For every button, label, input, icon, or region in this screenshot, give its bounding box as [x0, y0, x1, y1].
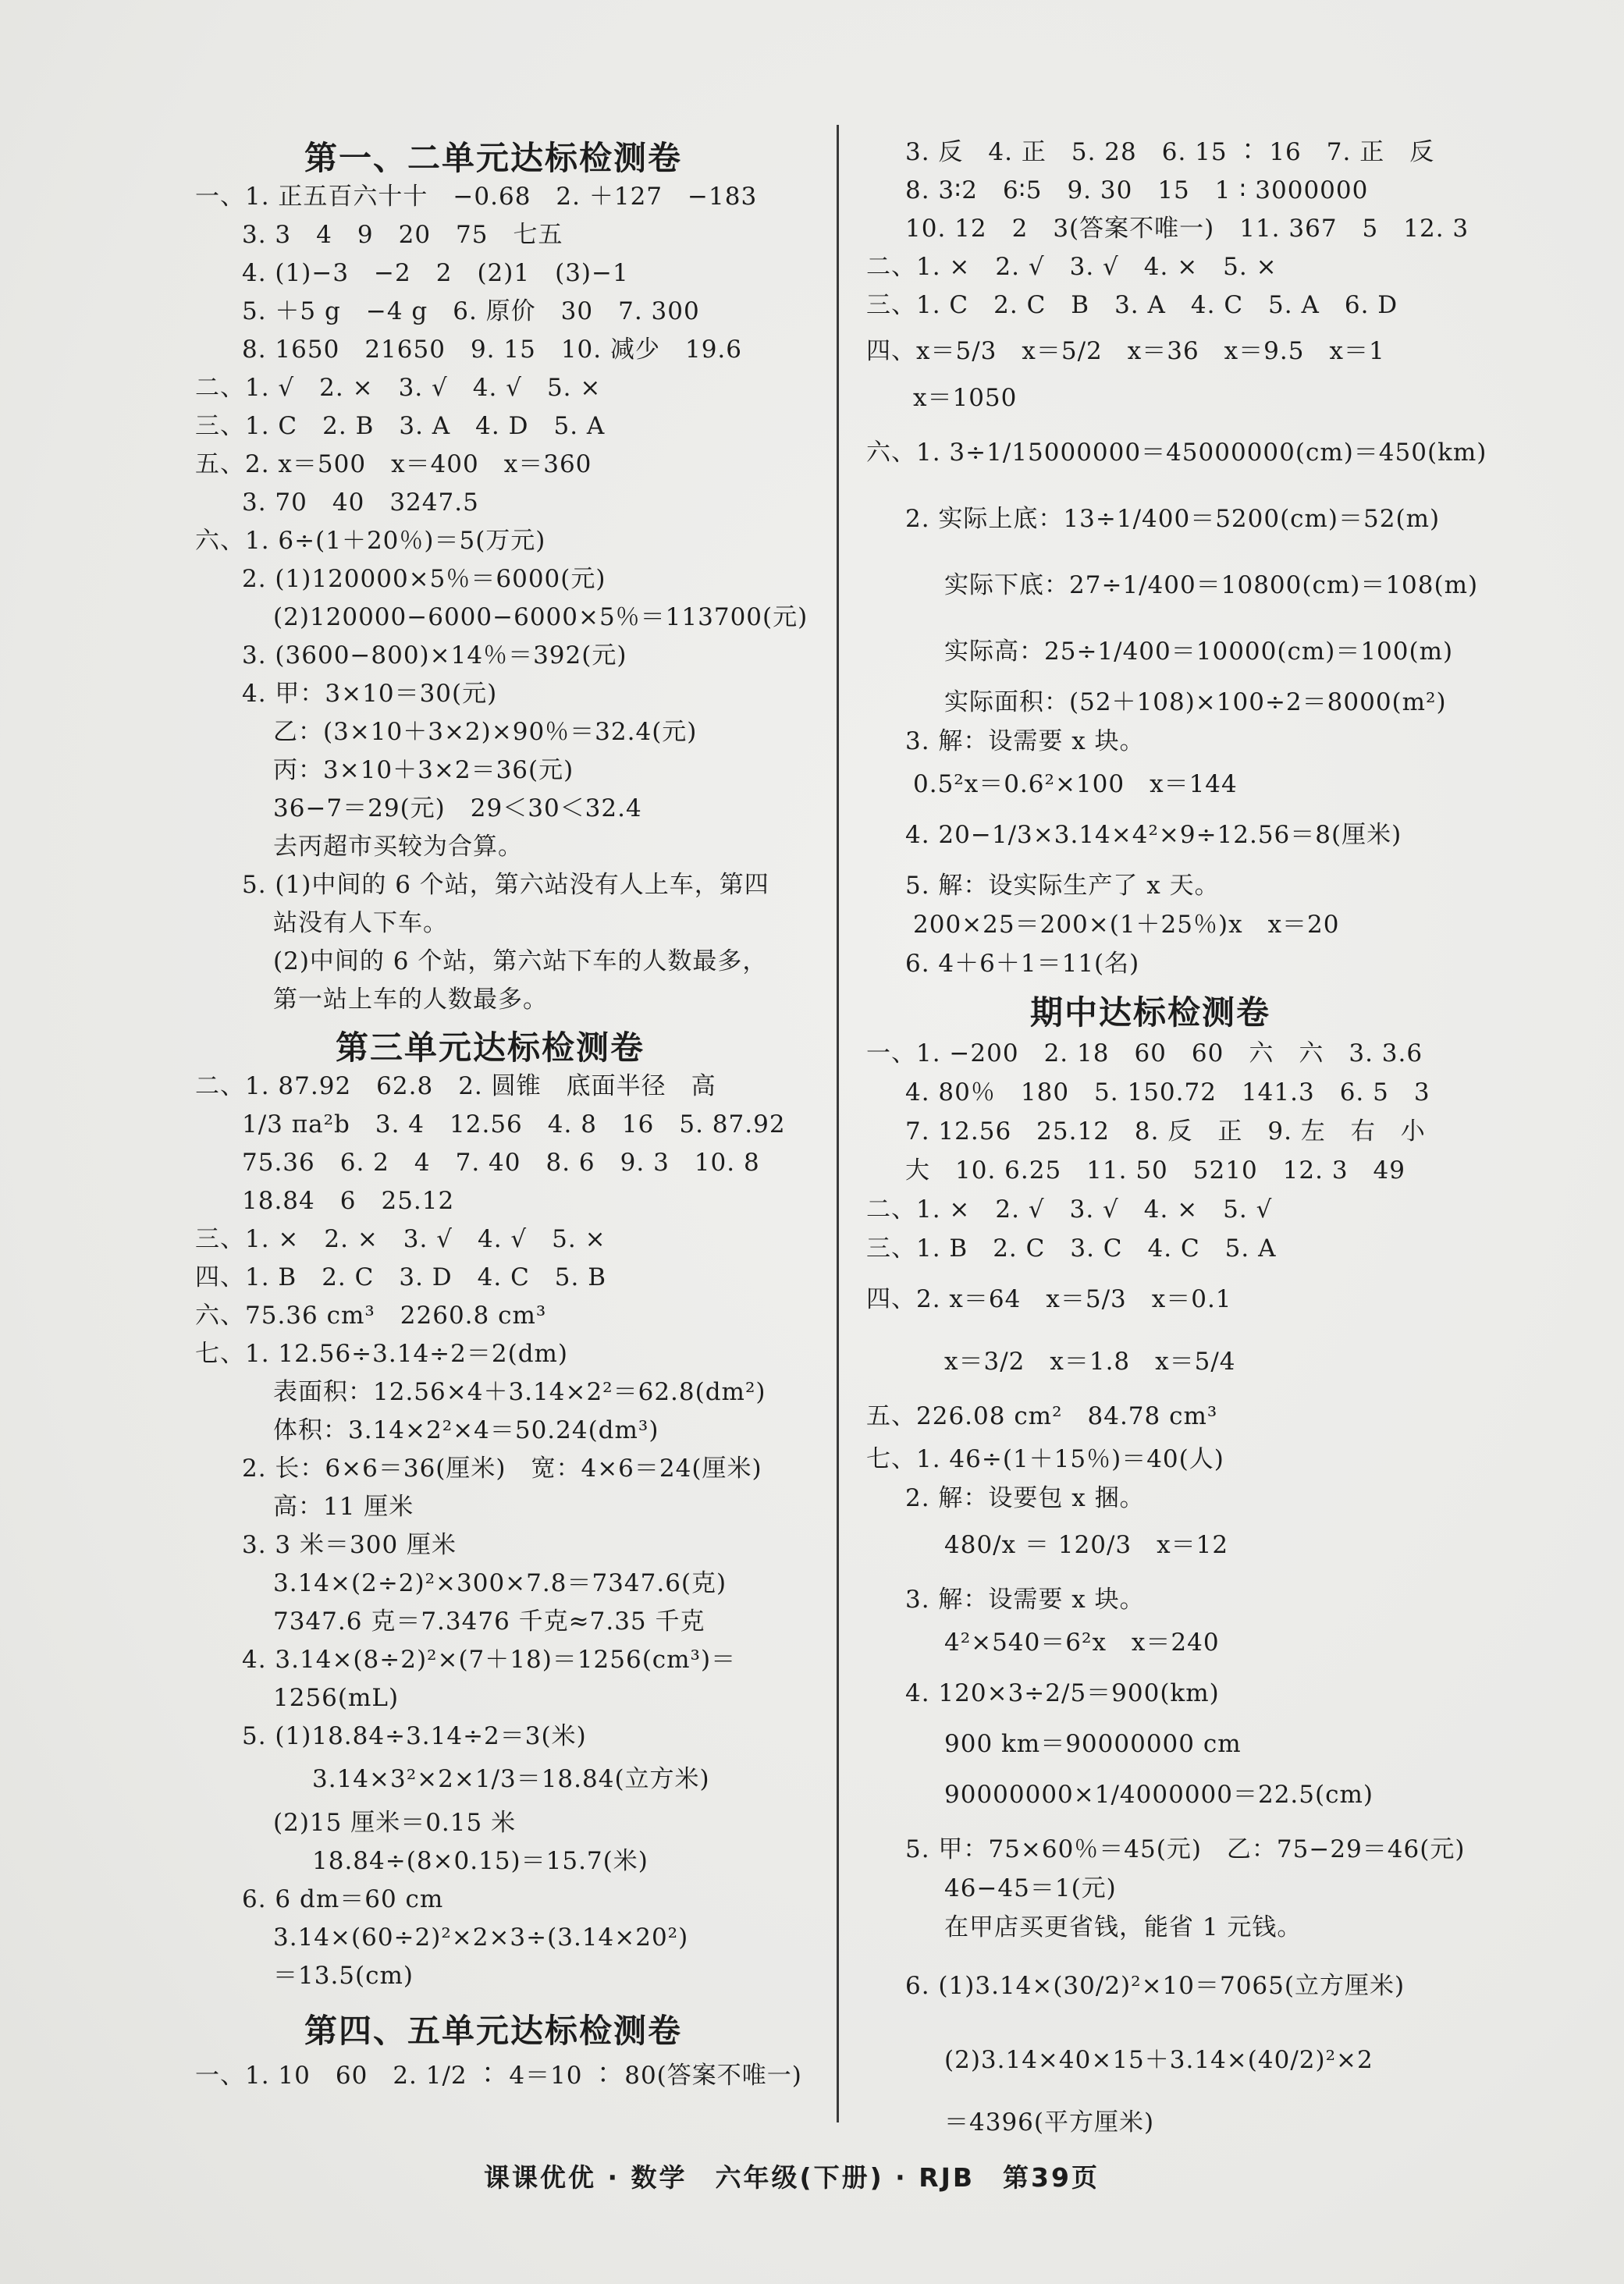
answer-line: 四、2. x＝64 x＝5/3 x＝0.1: [866, 1285, 1232, 1313]
answer-line: 大 10. 6.25 11. 50 5210 12. 3 49: [905, 1156, 1405, 1185]
answer-line: 2. 解：设要包 x 捆。: [905, 1484, 1145, 1512]
answer-line: ＝4396(平方厘米): [944, 2108, 1155, 2137]
answer-line: 实际高：25÷1/400＝10000(cm)＝100(m): [944, 638, 1454, 666]
answer-line: 体积：3.14×2²×4＝50.24(dm³): [273, 1416, 659, 1444]
answer-line: 五、2. x＝500 x＝400 x＝360: [195, 450, 592, 478]
answer-line: 六、75.36 cm³ 2260.8 cm³: [195, 1302, 547, 1330]
answer-line: 0.5²x＝0.6²×100 x＝144: [913, 770, 1238, 798]
answer-line: 4. 甲：3×10＝30(元): [242, 680, 498, 708]
answer-line: 高：11 厘米: [273, 1493, 414, 1521]
answer-line: 3. 3 米＝300 厘米: [242, 1531, 457, 1559]
section-title-unit-3: 第三单元达标检测卷: [336, 1028, 645, 1067]
answer-line: (2)中间的 6 个站，第六站下车的人数最多，: [273, 947, 768, 975]
answer-line: 三、1. × 2. × 3. √ 4. √ 5. ×: [195, 1225, 606, 1253]
answer-line: 200×25＝200×(1＋25％)x x＝20: [913, 911, 1340, 939]
answer-line: 二、1. × 2. √ 3. √ 4. × 5. √: [866, 1195, 1273, 1224]
answer-line: 三、1. B 2. C 3. C 4. C 5. A: [866, 1234, 1277, 1263]
answer-line: 3. 3 4 9 20 75 七五: [242, 221, 563, 249]
answer-line: 7347.6 克＝7.3476 千克≈7.35 千克: [273, 1607, 705, 1636]
answer-line: 3. 反 4. 正 5. 28 6. 15 ∶ 16 7. 正 反: [905, 138, 1435, 166]
answer-line: 表面积：12.56×4＋3.14×2²＝62.8(dm²): [273, 1378, 766, 1406]
column-divider: [837, 125, 839, 2122]
answer-line: x＝1050: [913, 384, 1018, 412]
answer-line: 在甲店买更省钱，能省 1 元钱。: [944, 1913, 1302, 1941]
answer-line: 5. 甲：75×60％＝45(元) 乙：75−29＝46(元): [905, 1835, 1466, 1863]
answer-line: 1/3 πa²b 3. 4 12.56 4. 8 16 5. 87.92: [242, 1110, 786, 1138]
answer-line: (2)120000−6000−6000×5％＝113700(元): [273, 603, 808, 631]
answer-line: 七、1. 12.56÷3.14÷2＝2(dm): [195, 1340, 569, 1368]
section-title-midterm: 期中达标检测卷: [1030, 993, 1271, 1032]
answer-line: (2)15 厘米＝0.15 米: [273, 1809, 517, 1837]
answer-line: 3. 70 40 3247.5: [242, 488, 479, 517]
answer-line: 6. (1)3.14×(30/2)²×10＝7065(立方厘米): [905, 1972, 1405, 2000]
answer-line: 实际下底：27÷1/400＝10800(cm)＝108(m): [944, 571, 1479, 599]
answer-line: 3. 解：设需要 x 块。: [905, 727, 1145, 755]
answer-line: 4. 120×3÷2/5＝900(km): [905, 1679, 1220, 1707]
answer-line: 五、226.08 cm² 84.78 cm³: [866, 1402, 1218, 1430]
answer-line: 4. 3.14×(8÷2)²×(7＋18)＝1256(cm³)＝: [242, 1646, 737, 1674]
answer-line: 18.84 6 25.12: [242, 1187, 455, 1215]
answer-line: 站没有人下车。: [273, 909, 448, 937]
answer-line: 六、1. 3÷1/15000000＝45000000(cm)＝450(km): [866, 439, 1487, 467]
answer-line: 三、1. C 2. C B 3. A 4. C 5. A 6. D: [866, 291, 1398, 319]
answer-line: 18.84÷(8×0.15)＝15.7(米): [312, 1847, 649, 1875]
answer-line: 3.14×(60÷2)²×2×3÷(3.14×20²): [273, 1923, 689, 1952]
answer-line: 第一站上车的人数最多。: [273, 986, 548, 1014]
answer-line: 75.36 6. 2 4 7. 40 8. 6 9. 3 10. 8: [242, 1149, 760, 1177]
answer-line: 六、1. 6÷(1＋20％)＝5(万元): [195, 527, 546, 555]
answer-line: 4. 20−1/3×3.14×4²×9÷12.56＝8(厘米): [905, 821, 1402, 849]
answer-line: 2. 长：6×6＝36(厘米) 宽：4×6＝24(厘米): [242, 1455, 762, 1483]
answer-line: 四、1. B 2. C 3. D 4. C 5. B: [195, 1263, 607, 1291]
answer-line: 一、1. 10 60 2. 1/2 ∶ 4＝10 ∶ 80(答案不唯一): [195, 2062, 802, 2090]
answer-line: 二、1. 87.92 62.8 2. 圆锥 底面半径 高: [195, 1072, 716, 1100]
answer-line: x＝3/2 x＝1.8 x＝5/4: [944, 1348, 1236, 1376]
answer-line: 5. (1)中间的 6 个站，第六站没有人上车，第四: [242, 871, 769, 899]
section-title-units-4-5: 第四、五单元达标检测卷: [304, 2012, 683, 2050]
answer-line: 8. 3∶2 6∶5 9. 30 15 1 ∶ 3000000: [905, 176, 1369, 204]
answer-line: 四、x＝5/3 x＝5/2 x＝36 x＝9.5 x＝1: [866, 337, 1385, 365]
answer-line: 900 km＝90000000 cm: [944, 1730, 1242, 1758]
answer-line: 5. 解：设实际生产了 x 天。: [905, 872, 1220, 900]
answer-line: 实际面积：(52＋108)×100÷2＝8000(m²): [944, 688, 1447, 716]
answer-line: 2. (1)120000×5％＝6000(元): [242, 565, 606, 593]
answer-line: 4. 80％ 180 5. 150.72 141.3 6. 5 3: [905, 1078, 1430, 1106]
answer-line: 一、1. −200 2. 18 60 60 六 六 3. 3.6: [866, 1039, 1423, 1067]
page-footer: 课课优优 · 数学 六年级(下册) · RJB 第39页: [484, 2162, 1100, 2193]
answer-line: 36−7＝29(元) 29＜30＜32.4: [273, 794, 642, 822]
answer-line: 七、1. 46÷(1＋15％)＝40(人): [866, 1445, 1224, 1473]
answer-line: 二、1. √ 2. × 3. √ 4. √ 5. ×: [195, 374, 602, 402]
answer-line: 5. (1)18.84÷3.14÷2＝3(米): [242, 1722, 587, 1750]
answer-line: (2)3.14×40×15＋3.14×(40/2)²×2: [944, 2046, 1373, 2074]
answer-line: 3. 解：设需要 x 块。: [905, 1586, 1145, 1614]
answer-line: 3. (3600−800)×14％＝392(元): [242, 641, 627, 670]
answer-line: 480/x ＝ 120/3 x＝12: [944, 1531, 1229, 1559]
answer-line: 4. (1)−3 −2 2 (2)1 (3)−1: [242, 259, 629, 287]
answer-line: 6. 6 dm＝60 cm: [242, 1885, 444, 1913]
answer-line: 10. 12 2 3(答案不唯一) 11. 367 5 12. 3: [905, 215, 1469, 243]
answer-line: 三、1. C 2. B 3. A 4. D 5. A: [195, 412, 606, 440]
answer-line: 2. 实际上底：13÷1/400＝5200(cm)＝52(m): [905, 505, 1441, 533]
answer-line: 7. 12.56 25.12 8. 反 正 9. 左 右 小: [905, 1117, 1426, 1146]
answer-line: 4²×540＝6²x x＝240: [944, 1629, 1220, 1657]
answer-line: 去丙超市买较为合算。: [273, 833, 523, 861]
answer-line: 3.14×(2÷2)²×300×7.8＝7347.6(克): [273, 1569, 727, 1597]
answer-line: 一、1. 正五百六十十 −0.68 2. ＋127 −183: [195, 183, 758, 211]
answer-line: 8. 1650 21650 9. 15 10. 减少 19.6: [242, 336, 742, 364]
answer-line: 5. ＋5 g −4 g 6. 原价 30 7. 300: [242, 297, 700, 325]
answer-line: ＝13.5(cm): [273, 1962, 414, 1990]
answer-line: 6. 4＋6＋1＝11(名): [905, 950, 1140, 978]
answer-line: 丙：3×10＋3×2＝36(元): [273, 756, 574, 784]
answer-line: 90000000×1/4000000＝22.5(cm): [944, 1781, 1373, 1809]
answer-line: 1256(mL): [273, 1684, 400, 1712]
answer-line: 二、1. × 2. √ 3. √ 4. × 5. ×: [866, 253, 1278, 281]
answer-line: 乙：(3×10＋3×2)×90％＝32.4(元): [273, 718, 698, 746]
answer-line: 46−45＝1(元): [944, 1874, 1117, 1902]
answer-line: 3.14×3²×2×1/3＝18.84(立方米): [312, 1765, 710, 1793]
section-title-units-1-2: 第一、二单元达标检测卷: [304, 139, 683, 177]
